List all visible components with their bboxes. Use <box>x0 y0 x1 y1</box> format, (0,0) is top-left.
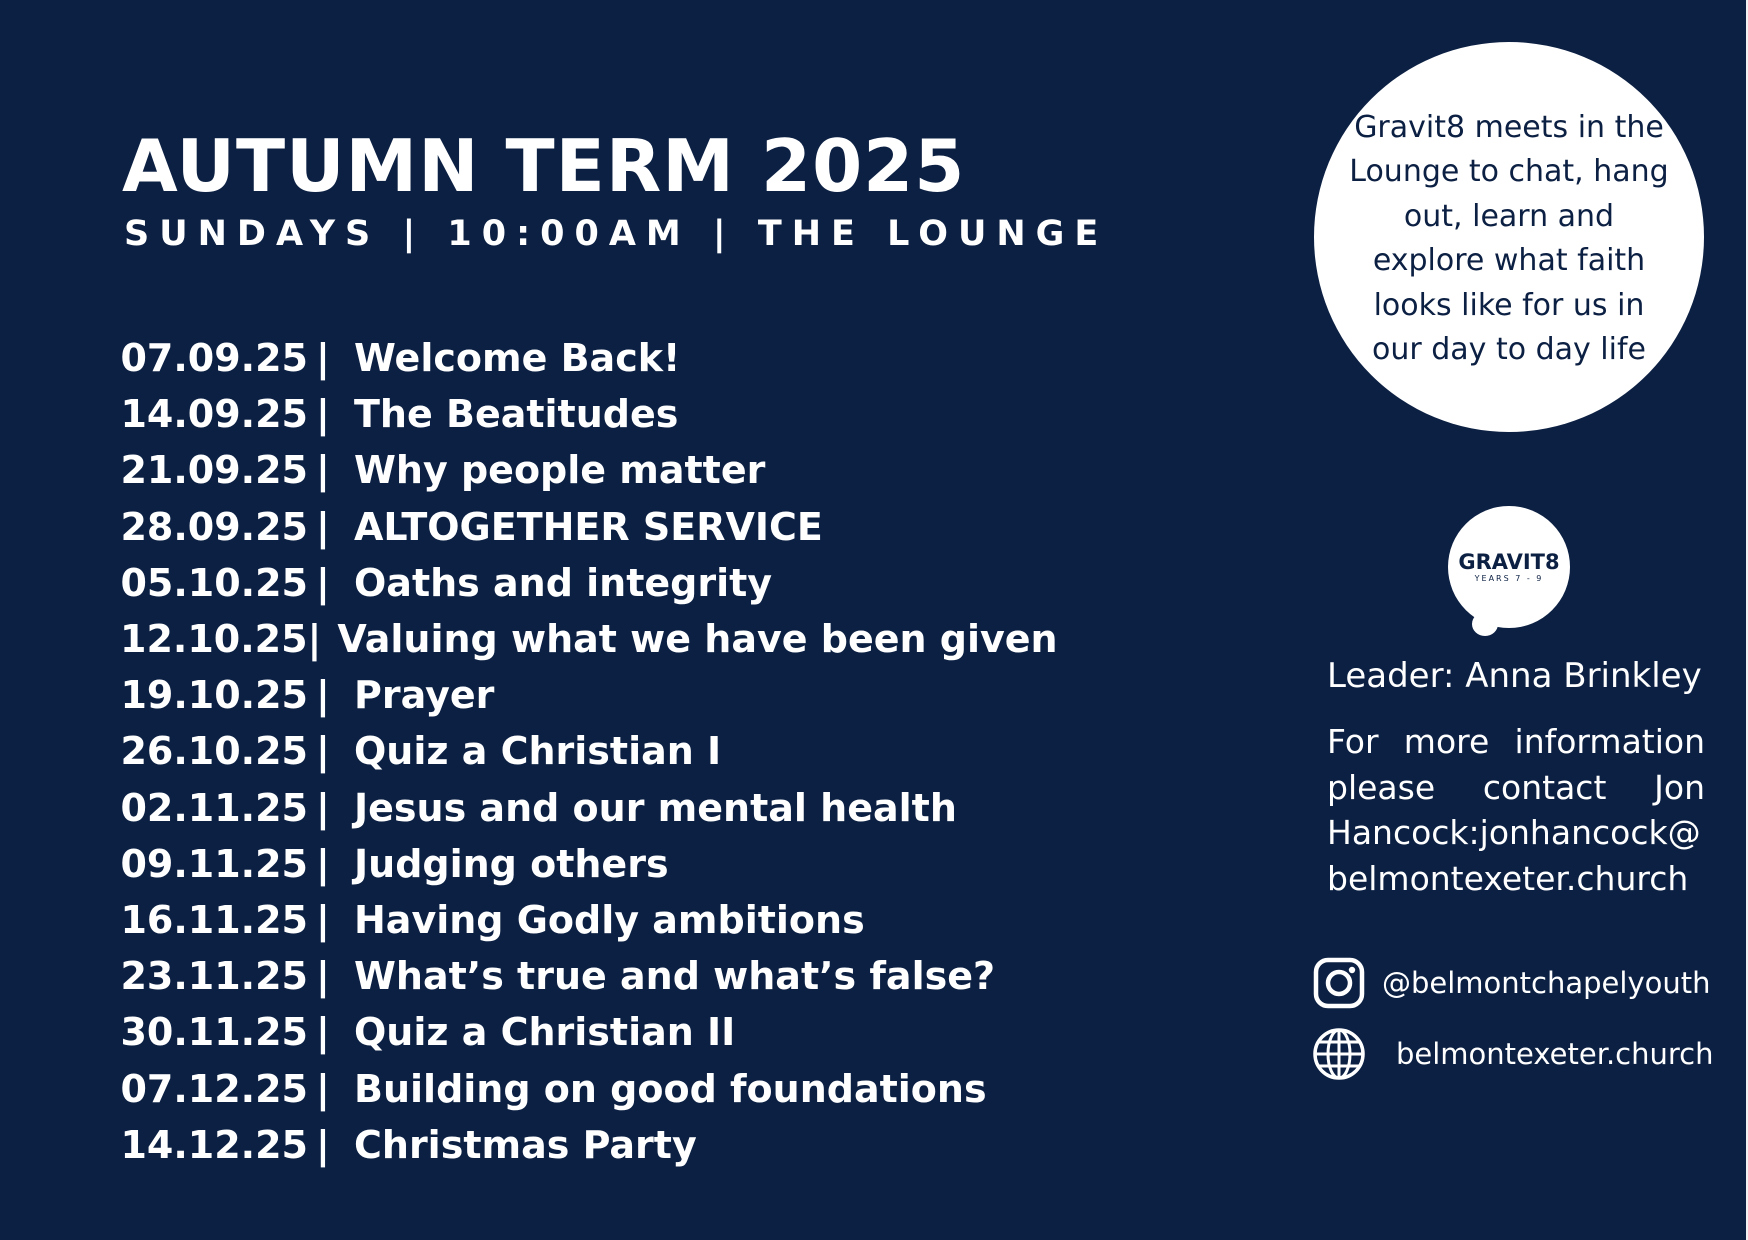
schedule-topic: Oaths and integrity <box>354 560 773 605</box>
website-link[interactable] <box>1312 1027 1714 1081</box>
schedule-topic: Building on good foundations <box>354 1066 987 1111</box>
schedule-separator: | <box>316 785 330 830</box>
schedule-date: 30.11.25 <box>120 1010 308 1055</box>
schedule-topic: What’s true and what’s false? <box>354 954 996 999</box>
schedule-date: 12.10.25 <box>120 617 308 662</box>
schedule-row <box>120 780 1040 836</box>
schedule-row <box>120 330 1040 386</box>
info-bubble <box>1314 42 1704 432</box>
schedule-date: 21.09.25 <box>120 448 308 493</box>
schedule-topic: ALTOGETHER SERVICE <box>354 504 823 549</box>
schedule-row <box>120 948 1040 1004</box>
schedule-topic: Jesus and our mental health <box>354 785 957 830</box>
schedule-topic: Quiz a Christian II <box>354 1010 736 1055</box>
schedule-row <box>120 723 1040 779</box>
schedule-row <box>120 667 1040 723</box>
schedule-topic: Having Godly ambitions <box>354 897 865 942</box>
schedule-date: 16.11.25 <box>120 897 308 942</box>
schedule-row <box>120 499 1040 555</box>
page-title: AUTUMN TERM 2025 <box>122 124 966 208</box>
schedule-topic: Quiz a Christian I <box>354 729 722 774</box>
globe-icon <box>1312 1027 1366 1081</box>
schedule-separator: | <box>316 729 330 774</box>
schedule-separator: | <box>316 673 330 718</box>
schedule-date: 02.11.25 <box>120 785 308 830</box>
instagram-link[interactable] <box>1312 956 1711 1010</box>
schedule-row <box>120 1117 1040 1173</box>
logo-subtitle: YEARS 7 - 9 <box>1474 574 1544 583</box>
schedule-separator: | <box>316 448 330 493</box>
schedule-row <box>120 1004 1040 1060</box>
schedule-date: 26.10.25 <box>120 729 308 774</box>
schedule-separator: | <box>316 1122 330 1167</box>
schedule-separator: | <box>316 336 330 381</box>
schedule-date: 14.12.25 <box>120 1122 308 1167</box>
schedule-list <box>120 330 1058 1173</box>
gravit8-logo <box>1448 506 1570 628</box>
schedule-separator: | <box>316 1066 330 1111</box>
schedule-date: 28.09.25 <box>120 504 308 549</box>
schedule-separator: | <box>316 392 330 437</box>
schedule-row <box>120 892 1040 948</box>
page-subtitle: SUNDAYS | 10:00AM | THE LOUNGE <box>124 214 1109 254</box>
schedule-date: 19.10.25 <box>120 673 308 718</box>
leader-text: Leader: Anna Brinkley <box>1327 656 1702 696</box>
schedule-date: 05.10.25 <box>120 560 308 605</box>
schedule-separator: | <box>316 560 330 605</box>
bubble-text: Gravit8 meets in the Lounge to chat, hang out, learn and explore what faith looks like for us in our day to day life <box>1349 109 1669 367</box>
schedule-topic: Valuing what we have been given <box>337 617 1058 662</box>
schedule-topic: Why people matter <box>354 448 766 493</box>
schedule-topic: Welcome Back! <box>354 336 681 381</box>
schedule-separator: | <box>316 897 330 942</box>
schedule-row <box>120 611 1058 667</box>
schedule-date: 09.11.25 <box>120 841 308 886</box>
schedule-separator: | <box>316 504 330 549</box>
schedule-row <box>120 555 1040 611</box>
schedule-date: 14.09.25 <box>120 392 308 437</box>
schedule-topic: Christmas Party <box>354 1122 697 1167</box>
schedule-row <box>120 1060 1040 1116</box>
schedule-date: 23.11.25 <box>120 954 308 999</box>
schedule-topic: Judging others <box>354 841 669 886</box>
schedule-row <box>120 442 1040 498</box>
schedule-separator: | <box>307 617 322 662</box>
schedule-date: 07.09.25 <box>120 336 308 381</box>
schedule-separator: | <box>316 841 330 886</box>
contact-info: For more information please contact Jon Hancock:jonhancock@ belmontexeter.church <box>1327 722 1705 898</box>
schedule-separator: | <box>316 954 330 999</box>
schedule-date: 07.12.25 <box>120 1066 308 1111</box>
instagram-icon <box>1312 956 1366 1010</box>
schedule-topic: The Beatitudes <box>354 392 679 437</box>
schedule-separator: | <box>316 1010 330 1055</box>
website-url[interactable]: belmontexeter.church <box>1396 1037 1714 1071</box>
instagram-handle[interactable]: @belmontchapelyouth <box>1382 966 1711 1000</box>
schedule-row <box>120 386 1040 442</box>
logo-name: GRAVIT8 <box>1458 550 1560 574</box>
schedule-topic: Prayer <box>354 673 495 718</box>
schedule-row <box>120 836 1040 892</box>
